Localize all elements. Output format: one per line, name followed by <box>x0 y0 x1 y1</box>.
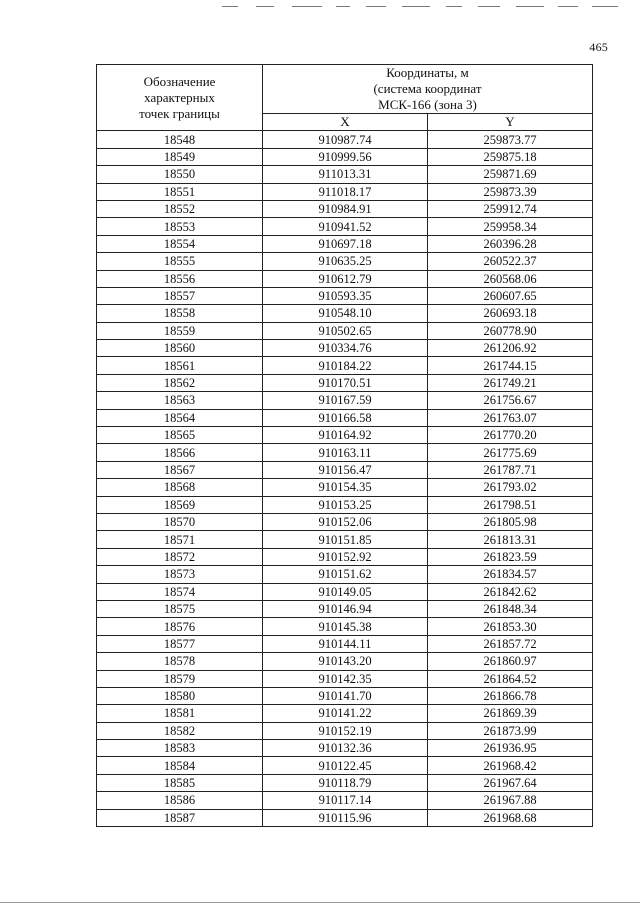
point-id-cell: 18560 <box>97 340 263 357</box>
x-coordinate-cell: 910115.96 <box>263 809 428 826</box>
y-coordinate-cell: 261873.99 <box>428 722 593 739</box>
x-coordinate-cell: 910635.25 <box>263 253 428 270</box>
point-id-cell: 18554 <box>97 235 263 252</box>
x-coordinate-cell: 911018.17 <box>263 183 428 200</box>
y-coordinate-cell: 261744.15 <box>428 357 593 374</box>
point-id-cell: 18565 <box>97 427 263 444</box>
table-row <box>97 757 593 774</box>
header-point-designation <box>97 65 263 131</box>
point-id-cell: 18563 <box>97 392 263 409</box>
point-id-cell: 18571 <box>97 531 263 548</box>
x-coordinate-cell: 910132.36 <box>263 740 428 757</box>
point-id-cell: 18566 <box>97 444 263 461</box>
x-coordinate-cell: 910548.10 <box>263 305 428 322</box>
x-coordinate-cell: 910143.20 <box>263 653 428 670</box>
table-row <box>97 583 593 600</box>
y-coordinate-cell: 261936.95 <box>428 740 593 757</box>
table-row <box>97 531 593 548</box>
x-coordinate-cell: 910334.76 <box>263 340 428 357</box>
y-coordinate-cell: 261869.39 <box>428 705 593 722</box>
table-body <box>97 131 593 827</box>
point-id-cell: 18577 <box>97 635 263 652</box>
x-coordinate-cell: 910141.70 <box>263 687 428 704</box>
x-coordinate-cell: 910184.22 <box>263 357 428 374</box>
point-id-cell: 18586 <box>97 792 263 809</box>
table-row <box>97 183 593 200</box>
table-row <box>97 409 593 426</box>
point-id-cell: 18557 <box>97 287 263 304</box>
header-y: Y <box>428 114 593 131</box>
x-coordinate-cell: 910164.92 <box>263 427 428 444</box>
x-coordinate-cell: 910145.38 <box>263 618 428 635</box>
table-row <box>97 357 593 374</box>
y-coordinate-cell: 261968.68 <box>428 809 593 826</box>
y-coordinate-cell: 261857.72 <box>428 635 593 652</box>
point-id-cell: 18564 <box>97 409 263 426</box>
point-id-cell: 18570 <box>97 513 263 530</box>
y-coordinate-cell: 261775.69 <box>428 444 593 461</box>
x-coordinate-cell: 910502.65 <box>263 322 428 339</box>
x-coordinate-cell: 910151.62 <box>263 566 428 583</box>
table-row <box>97 270 593 287</box>
x-coordinate-cell: 910152.19 <box>263 722 428 739</box>
point-id-cell: 18562 <box>97 374 263 391</box>
y-coordinate-cell: 261798.51 <box>428 496 593 513</box>
x-coordinate-cell: 910152.06 <box>263 513 428 530</box>
table-row <box>97 653 593 670</box>
header-point-line: характерных <box>144 89 215 105</box>
table-row <box>97 809 593 826</box>
point-id-cell: 18574 <box>97 583 263 600</box>
y-coordinate-cell: 259871.69 <box>428 166 593 183</box>
x-coordinate-cell: 911013.31 <box>263 166 428 183</box>
table-row <box>97 722 593 739</box>
x-coordinate-cell: 910697.18 <box>263 235 428 252</box>
x-coordinate-cell: 910163.11 <box>263 444 428 461</box>
point-id-cell: 18573 <box>97 566 263 583</box>
point-id-cell: 18580 <box>97 687 263 704</box>
table-row <box>97 374 593 391</box>
point-id-cell: 18553 <box>97 218 263 235</box>
y-coordinate-cell: 261860.97 <box>428 653 593 670</box>
x-coordinate-cell: 910149.05 <box>263 583 428 600</box>
table-row <box>97 618 593 635</box>
y-coordinate-cell: 261967.88 <box>428 792 593 809</box>
point-id-cell: 18572 <box>97 548 263 565</box>
table-row <box>97 479 593 496</box>
point-id-cell: 18569 <box>97 496 263 513</box>
x-coordinate-cell: 910999.56 <box>263 148 428 165</box>
table-row <box>97 705 593 722</box>
y-coordinate-cell: 260568.06 <box>428 270 593 287</box>
point-id-cell: 18556 <box>97 270 263 287</box>
point-id-cell: 18568 <box>97 479 263 496</box>
table-row <box>97 305 593 322</box>
table-row <box>97 427 593 444</box>
y-coordinate-cell: 261834.57 <box>428 566 593 583</box>
y-coordinate-cell: 261866.78 <box>428 687 593 704</box>
y-coordinate-cell: 261206.92 <box>428 340 593 357</box>
table-row <box>97 774 593 791</box>
header-coordinates <box>263 65 593 114</box>
x-coordinate-cell: 910166.58 <box>263 409 428 426</box>
point-id-cell: 18581 <box>97 705 263 722</box>
table-row <box>97 461 593 478</box>
table-row <box>97 166 593 183</box>
y-coordinate-cell: 261749.21 <box>428 374 593 391</box>
y-coordinate-cell: 261763.07 <box>428 409 593 426</box>
x-coordinate-cell: 910146.94 <box>263 600 428 617</box>
table-row <box>97 566 593 583</box>
x-coordinate-cell: 910984.91 <box>263 200 428 217</box>
point-id-cell: 18585 <box>97 774 263 791</box>
bottom-scan-line <box>0 902 640 903</box>
y-coordinate-cell: 260693.18 <box>428 305 593 322</box>
x-coordinate-cell: 910156.47 <box>263 461 428 478</box>
y-coordinate-cell: 261848.34 <box>428 600 593 617</box>
y-coordinate-cell: 261842.62 <box>428 583 593 600</box>
table-row <box>97 548 593 565</box>
x-coordinate-cell: 910122.45 <box>263 757 428 774</box>
x-coordinate-cell: 910153.25 <box>263 496 428 513</box>
table-row <box>97 340 593 357</box>
table-row <box>97 235 593 252</box>
x-coordinate-cell: 910154.35 <box>263 479 428 496</box>
point-id-cell: 18550 <box>97 166 263 183</box>
y-coordinate-cell: 261756.67 <box>428 392 593 409</box>
x-coordinate-cell: 910142.35 <box>263 670 428 687</box>
y-coordinate-cell: 259912.74 <box>428 200 593 217</box>
page-number: 465 <box>589 40 608 54</box>
x-coordinate-cell: 910141.22 <box>263 705 428 722</box>
point-id-cell: 18549 <box>97 148 263 165</box>
point-id-cell: 18578 <box>97 653 263 670</box>
table-row <box>97 740 593 757</box>
x-coordinate-cell: 910987.74 <box>263 131 428 148</box>
table-row <box>97 496 593 513</box>
x-coordinate-cell: 910151.85 <box>263 531 428 548</box>
table-row <box>97 670 593 687</box>
y-coordinate-cell: 261793.02 <box>428 479 593 496</box>
point-id-cell: 18555 <box>97 253 263 270</box>
y-coordinate-cell: 260522.37 <box>428 253 593 270</box>
table-row <box>97 200 593 217</box>
y-coordinate-cell: 261805.98 <box>428 513 593 530</box>
point-id-cell: 18576 <box>97 618 263 635</box>
point-id-cell: 18558 <box>97 305 263 322</box>
point-id-cell: 18561 <box>97 357 263 374</box>
point-id-cell: 18551 <box>97 183 263 200</box>
point-id-cell: 18559 <box>97 322 263 339</box>
y-coordinate-cell: 259873.77 <box>428 131 593 148</box>
point-id-cell: 18552 <box>97 200 263 217</box>
point-id-cell: 18587 <box>97 809 263 826</box>
table-row <box>97 253 593 270</box>
point-id-cell: 18583 <box>97 740 263 757</box>
table-row <box>97 687 593 704</box>
x-coordinate-cell: 910152.92 <box>263 548 428 565</box>
y-coordinate-cell: 261853.30 <box>428 618 593 635</box>
y-coordinate-cell: 261823.59 <box>428 548 593 565</box>
table-row <box>97 322 593 339</box>
x-coordinate-cell: 910167.59 <box>263 392 428 409</box>
header-coords-line: Координаты, м <box>386 65 469 80</box>
point-id-cell: 18584 <box>97 757 263 774</box>
header-x: X <box>263 114 428 131</box>
x-coordinate-cell: 910118.79 <box>263 774 428 791</box>
y-coordinate-cell: 259873.39 <box>428 183 593 200</box>
x-coordinate-cell: 910593.35 <box>263 287 428 304</box>
point-id-cell: 18579 <box>97 670 263 687</box>
y-coordinate-cell: 261864.52 <box>428 670 593 687</box>
x-coordinate-cell: 910117.14 <box>263 792 428 809</box>
y-coordinate-cell: 261813.31 <box>428 531 593 548</box>
x-coordinate-cell: 910170.51 <box>263 374 428 391</box>
point-id-cell: 18575 <box>97 600 263 617</box>
y-coordinate-cell: 259958.34 <box>428 218 593 235</box>
header-coords-line: (система координат <box>373 81 482 96</box>
point-id-cell: 18567 <box>97 461 263 478</box>
point-id-cell: 18548 <box>97 131 263 148</box>
header-point-line: точек границы <box>139 105 220 121</box>
header-coords-line: МСК-166 (зона 3) <box>378 97 477 112</box>
table-row <box>97 218 593 235</box>
table-row <box>97 444 593 461</box>
x-coordinate-cell: 910941.52 <box>263 218 428 235</box>
y-coordinate-cell: 261787.71 <box>428 461 593 478</box>
point-id-cell: 18582 <box>97 722 263 739</box>
table-row <box>97 635 593 652</box>
top-scan-dashes <box>0 6 640 8</box>
table-row <box>97 792 593 809</box>
table-row <box>97 287 593 304</box>
y-coordinate-cell: 259875.18 <box>428 148 593 165</box>
header-point-line: Обозначение <box>143 73 216 89</box>
table-row <box>97 513 593 530</box>
x-coordinate-cell: 910612.79 <box>263 270 428 287</box>
y-coordinate-cell: 261770.20 <box>428 427 593 444</box>
y-coordinate-cell: 260778.90 <box>428 322 593 339</box>
table-row <box>97 148 593 165</box>
table-row <box>97 131 593 148</box>
table-row <box>97 392 593 409</box>
x-coordinate-cell: 910144.11 <box>263 635 428 652</box>
coordinates-table <box>96 64 593 827</box>
y-coordinate-cell: 261968.42 <box>428 757 593 774</box>
y-coordinate-cell: 261967.64 <box>428 774 593 791</box>
y-coordinate-cell: 260396.28 <box>428 235 593 252</box>
table-row <box>97 600 593 617</box>
y-coordinate-cell: 260607.65 <box>428 287 593 304</box>
